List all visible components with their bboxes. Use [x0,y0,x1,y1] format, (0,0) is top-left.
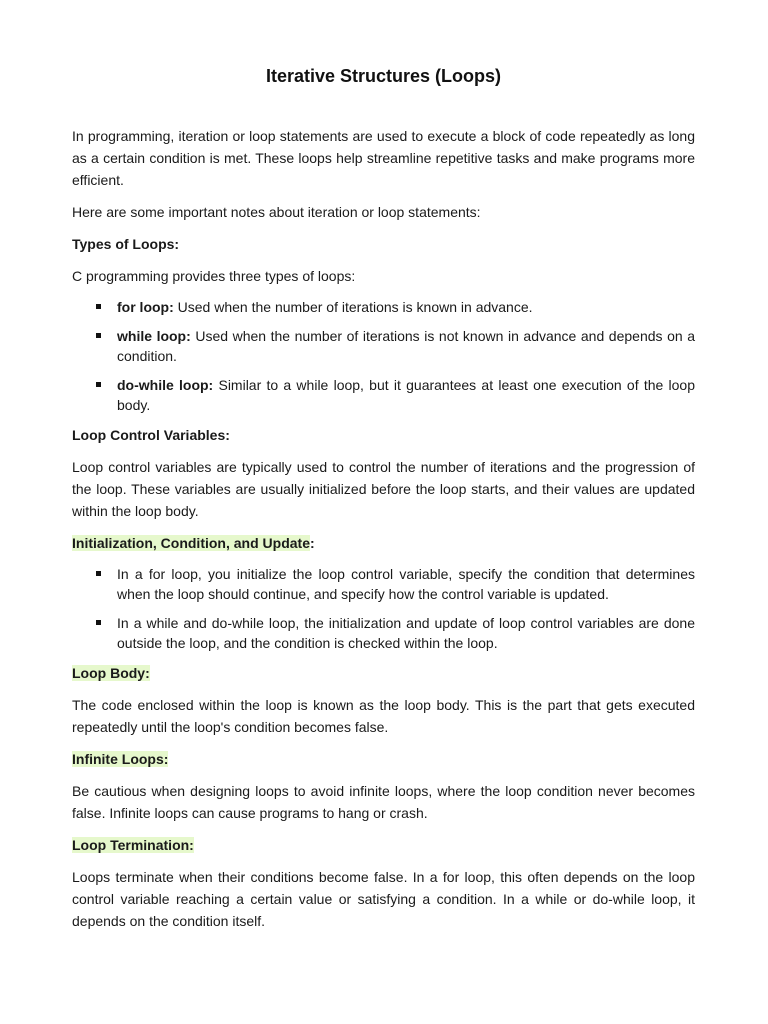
list-item [117,297,695,317]
list-item-term: while loop: [117,328,191,344]
init-heading [72,532,695,554]
list-item [117,375,695,415]
termination-heading-highlight: Loop Termination: [72,837,194,853]
loop-body-paragraph: The code enclosed within the loop is known as the loop body. This is the part that gets executed repeatedly until the loop's condition becomes false. [72,697,695,735]
list-item [117,613,695,653]
list-item-text: Used when the number of iterations is known in advance. [173,299,533,315]
list-item-text: Used when the number of iterations is not known in advance and depends on a condition. [117,328,695,364]
square-bullet-icon [96,620,101,625]
intro-paragraph: In programming, iteration or loop statements are used to execute a block of code repeatedly as long as a certain condition is met. These loops help streamline repetitive tasks and make programs more efficient. [72,128,695,188]
termination-heading [72,834,695,856]
square-bullet-icon [96,333,101,338]
control-vars-heading: Loop Control Variables: [72,427,230,443]
list-item-term: do-while loop: [117,377,214,393]
types-heading: Types of Loops: [72,236,180,252]
list-item-term: for loop: [117,299,174,315]
list-item [117,326,695,366]
infinite-loops-paragraph: Be cautious when designing loops to avoid infinite loops, where the loop condition never becomes false. Infinite loops can cause programs to hang or crash. [72,783,695,821]
types-list [72,297,695,415]
list-item-text: In a while and do-while loop, the initialization and update of loop control variables are done outside the loop, and the condition is checked within the loop. [117,615,695,651]
infinite-loops-heading-highlight: Infinite Loops: [72,751,169,767]
square-bullet-icon [96,382,101,387]
list-item [117,564,695,604]
control-vars-paragraph: Loop control variables are typically used to control the number of iterations and the progression of the loop. These variables are usually initialized before the loop starts, and their values are updated within the loop body. [72,459,695,519]
document-title: Iterative Structures (Loops) [265,66,502,86]
infinite-loops-heading [72,748,695,770]
square-bullet-icon [96,304,101,309]
init-heading-highlight: Initialization, Condition, and Update [72,535,310,551]
init-heading-suffix: : [310,535,315,551]
loop-body-heading [72,662,695,684]
square-bullet-icon [96,571,101,576]
types-lead-paragraph: C programming provides three types of loops: [72,268,356,284]
list-item-text: Similar to a while loop, but it guarantees at least one execution of the loop body. [117,377,696,413]
termination-paragraph: Loops terminate when their conditions become false. In a for loop, this often depends on the loop control variable reaching a certain value or satisfying a condition. In a while or do-while loop, it depends on the condition itself. [72,869,695,929]
init-list [72,564,695,653]
notes-lead-paragraph: Here are some important notes about iteration or loop statements: [72,204,481,220]
loop-body-heading-highlight: Loop Body: [72,665,150,681]
list-item-text: In a for loop, you initialize the loop control variable, specify the condition that determines when the loop should continue, and specify how the control variable is updated. [117,566,695,602]
